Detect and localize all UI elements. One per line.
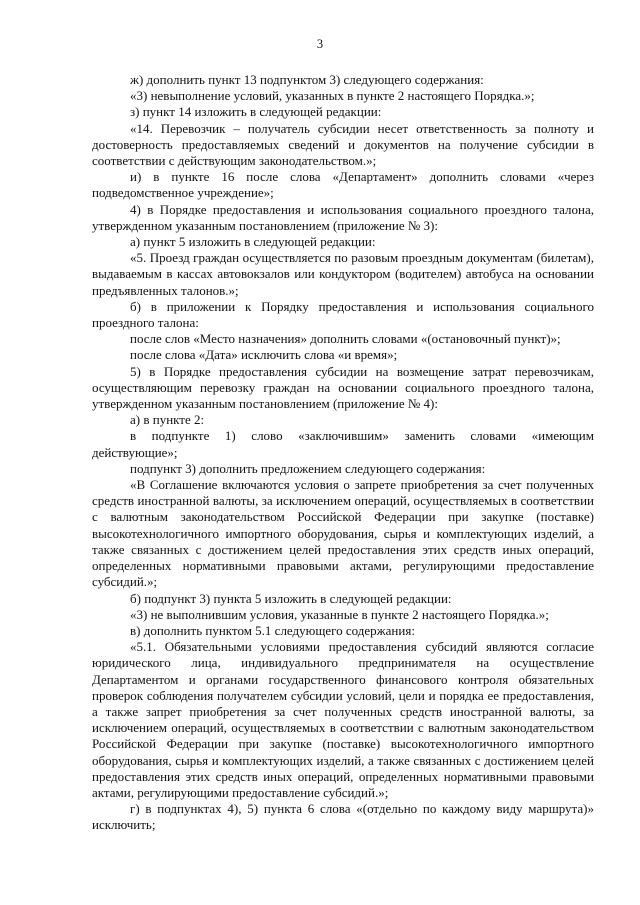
paragraph: в) дополнить пунктом 5.1 следующего содержания: <box>130 622 415 638</box>
paragraph: «3) не выполнившим условия, указанные в пункте 2 настоящего Порядка.»; <box>130 606 549 622</box>
paragraph: ж) дополнить пункт 13 подпунктом 3) следующего содержания: <box>130 72 484 87</box>
paragraph: «14. Перевозчик – получатель субсидии несет ответственность за полноту и достоверность предоставляемых сведений и документов на получение субсидии в соответствии с действующим законодательством.»; <box>92 120 594 169</box>
paragraph: «3) невыполнение условий, указанных в пункте 2 настоящего Порядка.»; <box>130 88 535 104</box>
paragraph: 5) в Порядке предоставления субсидии на возмещение затрат перевозчикам, осуществляющим перевозку граждан на основании социального проездного талона, утвержденном указанным постановлением (приложение № 4): <box>92 363 594 412</box>
paragraph: б) подпункт 3) пункта 5 изложить в следующей редакции: <box>130 590 452 606</box>
paragraph: «5. Проезд граждан осуществляется по разовым проездным документам (билетам), выдаваемым в кассах автовокзалов или кондуктором (водителем) автобуса на основании предъявленных талонов.»; <box>92 250 594 298</box>
paragraph: и) в пункте 16 после слова «Департамент» дополнить словами «через подведомственное учреждение»; <box>92 169 594 201</box>
document-body <box>92 72 594 834</box>
paragraph: з) пункт 14 изложить в следующей редакции: <box>130 104 382 120</box>
paragraph: а) пункт 5 изложить в следующей редакции: <box>130 234 376 250</box>
paragraph: после слов «Место назначения» дополнить словами «(остановочный пункт)»; <box>130 331 561 347</box>
paragraph: б) в приложении к Порядку предоставления и использования социального проездного талона: <box>92 298 594 331</box>
page-number: 3 <box>316 37 324 51</box>
paragraph: г) в подпунктах 4), 5) пункта 6 слова «(отдельно по каждому виду маршрута)» исключить; <box>92 801 594 833</box>
paragraph: «5.1. Обязательными условиями предоставления субсидий являются согласие юридического лица, индивидуального предпринимателя на осуществление Департаментом и органами государственного финансового контроля обязательных проверок соблюдения получателем субсидии условий, цели и порядка ее предоставления, а также запрет приобретения за счет полученных средств иностранной валюты, за исключением операций, осуществляемых в соответствии с валютным законодательством Российской Федерации при закупке (поставке) высокотехнологичного импортного оборудования, сырья и комплектующих изделий, а также связанных с достижением целей предоставления этих средств иных операций, определенных нормативными правовыми актами, регулирующими предоставление субсидий.»; <box>92 639 594 800</box>
paragraph: «В Соглашение включаются условия о запрете приобретения за счет полученных средств иностранной валюты, за исключением операций, осуществляемых в соответствии с валютным законодательством Российской Федерации при закупке (поставке) высокотехнологичного импортного оборудования, сырья и комплектующих изделий, а также связанных с достижением целей предоставления этих средств иных операций, определенных нормативными правовыми актами, регулирующими предоставление субсидий.»; <box>92 477 594 590</box>
paragraph: а) в пункте 2: <box>130 412 205 428</box>
paragraph: в подпункте 1) слово «заключившим» заменить словами «имеющим действующие»; <box>92 428 594 460</box>
paragraph: после слова «Дата» исключить слова «и время»; <box>130 347 398 363</box>
paragraph: 4) в Порядке предоставления и использования социального проездного талона, утвержденном указанным постановлением (приложение № 3): <box>92 201 594 233</box>
paragraph: подпункт 3) дополнить предложением следующего содержания: <box>130 460 486 476</box>
